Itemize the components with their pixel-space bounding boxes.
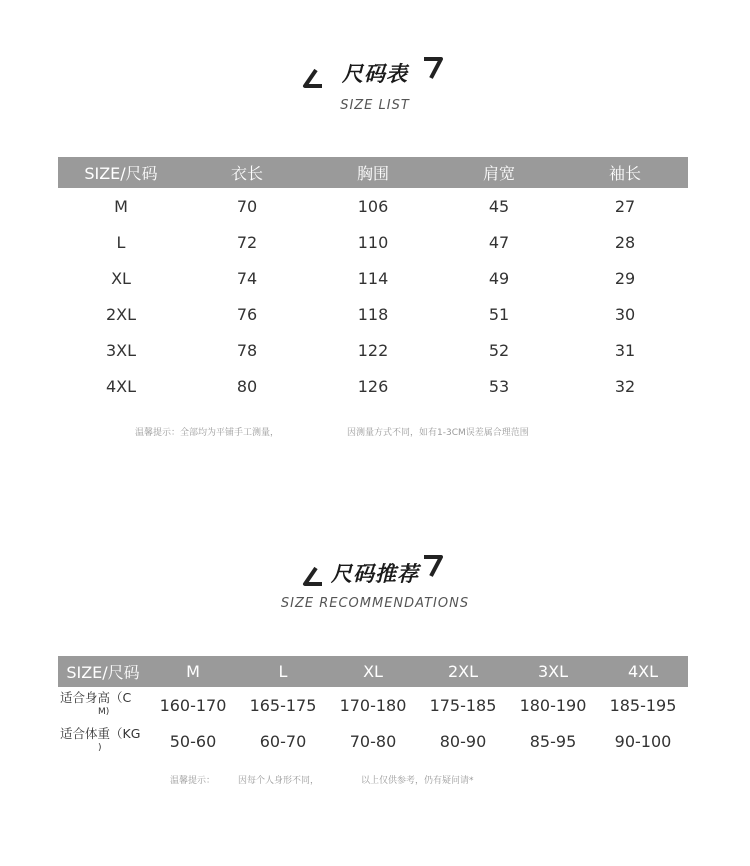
header-chest: 胸围 bbox=[310, 157, 436, 188]
table-cell: 53 bbox=[488, 376, 510, 396]
header-m: M bbox=[148, 656, 238, 687]
header-xl: XL bbox=[328, 656, 418, 687]
table-cell: 45 bbox=[488, 196, 510, 216]
table-cell: 106 bbox=[357, 196, 389, 216]
table-cell: 29 bbox=[614, 268, 636, 288]
table-row bbox=[58, 224, 688, 260]
row-label-main: 适合身高（C bbox=[60, 690, 132, 705]
table-cell: 49 bbox=[488, 268, 510, 288]
table-cell: 50-60 bbox=[169, 731, 217, 751]
table-cell: 180-190 bbox=[519, 695, 587, 715]
table-cell: 72 bbox=[236, 232, 258, 252]
row-label-sub: M) bbox=[98, 707, 110, 717]
size-rec-subtitle: SIZE RECOMMENDATIONS bbox=[280, 596, 470, 611]
header-sleeve: 袖长 bbox=[562, 157, 688, 188]
size-rec-note-c: 以上仅供参考，仍有疑问请* bbox=[361, 776, 474, 786]
table-cell: 31 bbox=[614, 340, 636, 360]
size-rec-table bbox=[58, 656, 688, 759]
table-cell: 28 bbox=[614, 232, 636, 252]
size-list-note-left: 温馨提示：全部均为平铺手工测量， bbox=[135, 428, 280, 438]
table-row bbox=[58, 687, 688, 723]
size-list-subtitle: SIZE LIST bbox=[340, 98, 410, 113]
table-cell: M bbox=[114, 196, 128, 216]
right-bracket-icon bbox=[422, 56, 444, 80]
table-cell: 126 bbox=[357, 376, 389, 396]
table-cell: 74 bbox=[236, 268, 258, 288]
row-label-weight bbox=[58, 723, 148, 759]
table-cell: 2XL bbox=[105, 304, 137, 324]
size-list-heading bbox=[0, 58, 750, 113]
header-4xl: 4XL bbox=[598, 656, 688, 687]
table-cell: 80 bbox=[236, 376, 258, 396]
table-cell: 114 bbox=[357, 268, 389, 288]
table-cell: 78 bbox=[236, 340, 258, 360]
table-row bbox=[58, 296, 688, 332]
table-cell: 76 bbox=[236, 304, 258, 324]
table-header-row bbox=[58, 656, 688, 687]
size-rec-title: 尺码推荐 bbox=[331, 562, 419, 586]
table-row bbox=[58, 188, 688, 224]
table-cell: 4XL bbox=[105, 376, 137, 396]
header-size: SIZE/尺码 bbox=[58, 656, 148, 687]
table-row bbox=[58, 260, 688, 296]
table-cell: 47 bbox=[488, 232, 510, 252]
header-3xl: 3XL bbox=[508, 656, 598, 687]
header-2xl: 2XL bbox=[418, 656, 508, 687]
table-row bbox=[58, 332, 688, 368]
row-label-height bbox=[58, 687, 148, 723]
table-cell: 118 bbox=[357, 304, 389, 324]
table-row bbox=[58, 368, 688, 404]
header-size: SIZE/尺码 bbox=[58, 157, 184, 188]
table-cell: L bbox=[116, 232, 126, 252]
table-cell: XL bbox=[111, 268, 131, 288]
table-row bbox=[58, 723, 688, 759]
size-list-note-right: 因测量方式不同，如有1-3CM误差属合理范围 bbox=[347, 428, 529, 438]
table-cell: 51 bbox=[488, 304, 510, 324]
table-cell: 165-175 bbox=[249, 695, 317, 715]
size-list-table bbox=[58, 157, 688, 404]
row-label-sub: ) bbox=[98, 743, 102, 753]
table-cell: 90-100 bbox=[614, 731, 672, 751]
table-cell: 32 bbox=[614, 376, 636, 396]
size-list-title: 尺码表 bbox=[342, 62, 408, 86]
table-cell: 185-195 bbox=[609, 695, 677, 715]
table-cell: 80-90 bbox=[439, 731, 487, 751]
row-label-main: 适合体重（KG bbox=[60, 726, 141, 741]
table-cell: 60-70 bbox=[259, 731, 307, 751]
table-cell: 52 bbox=[488, 340, 510, 360]
table-header-row bbox=[58, 157, 688, 188]
header-shoulder: 肩宽 bbox=[436, 157, 562, 188]
table-cell: 27 bbox=[614, 196, 636, 216]
table-cell: 3XL bbox=[105, 340, 137, 360]
header-l: L bbox=[238, 656, 328, 687]
table-cell: 175-185 bbox=[429, 695, 497, 715]
table-cell: 170-180 bbox=[339, 695, 407, 715]
table-cell: 122 bbox=[357, 340, 389, 360]
size-rec-note-b: 因每个人身形不同， bbox=[238, 776, 320, 786]
table-cell: 30 bbox=[614, 304, 636, 324]
table-cell: 110 bbox=[357, 232, 389, 252]
size-rec-note-a: 温馨提示： bbox=[170, 776, 216, 786]
table-cell: 160-170 bbox=[159, 695, 227, 715]
right-bracket-icon bbox=[422, 554, 444, 578]
size-rec-heading bbox=[0, 558, 750, 611]
table-cell: 70 bbox=[236, 196, 258, 216]
table-cell: 70-80 bbox=[349, 731, 397, 751]
table-cell: 85-95 bbox=[529, 731, 577, 751]
header-length: 衣长 bbox=[184, 157, 310, 188]
